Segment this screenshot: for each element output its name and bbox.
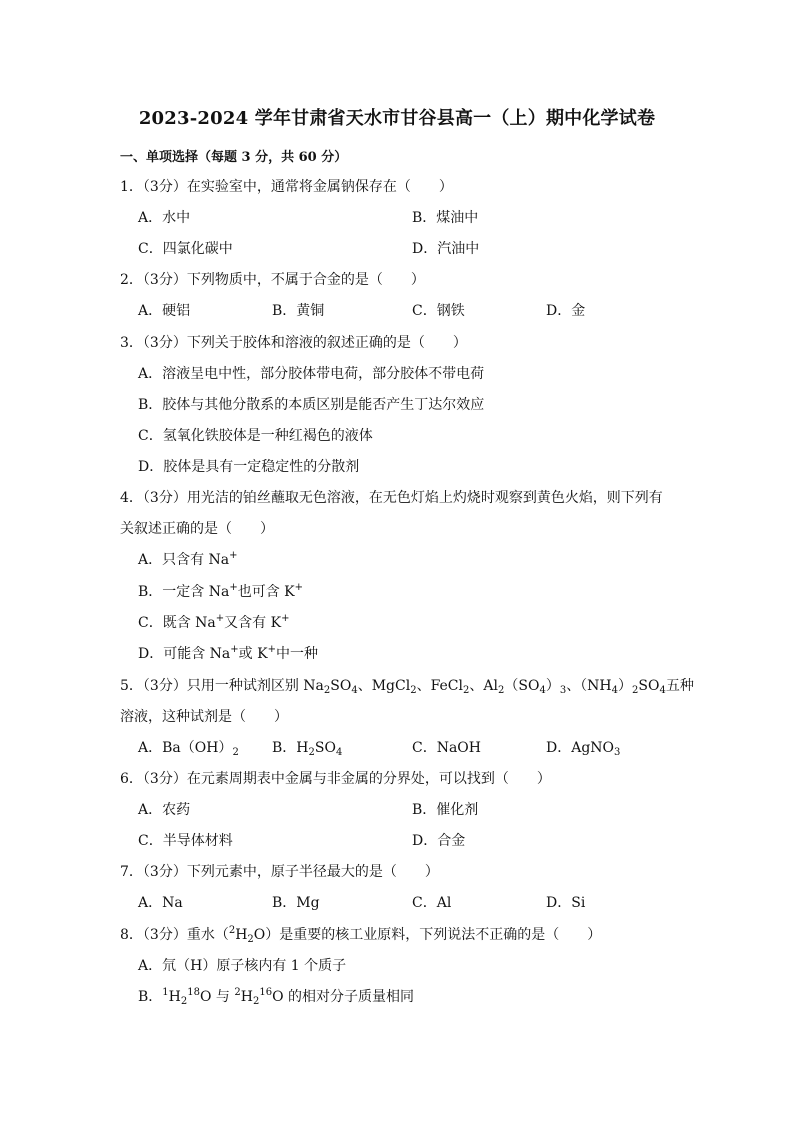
question-7-option-d[interactable]: D．Si xyxy=(546,895,586,911)
question-7-option-b[interactable]: B．Mg xyxy=(272,895,320,911)
question-7-option-a[interactable]: A．Na xyxy=(138,895,183,911)
question-2-option-a[interactable]: A．硬铝 xyxy=(138,303,191,319)
question-3-option-d[interactable]: D．胶体是具有一定稳定性的分散剂 xyxy=(138,459,360,475)
question-2-option-c[interactable]: C．钢铁 xyxy=(412,303,465,319)
question-7-option-c[interactable]: C．Al xyxy=(412,895,452,911)
question-8-stem: 8．（3分）重水$(^2H_2O)$是重要的核工业原料，下列说法不正确的是（ ） xyxy=(120,925,602,945)
question-1-option-d[interactable]: D．汽油中 xyxy=(412,241,480,257)
question-5-option-a[interactable]: A．$Ba(OH)_2$ xyxy=(138,740,239,758)
question-8-option-b[interactable]: B．$^1H_2^{18}O$ 与 $^2H_2^{16}O$ 的相对分子质量相同 xyxy=(138,987,415,1007)
question-6-option-d[interactable]: D．合金 xyxy=(412,833,466,849)
question-5-option-b[interactable]: B．$H_2SO_4$ xyxy=(272,740,343,758)
question-5-option-d[interactable]: D．AgNO$_3$ xyxy=(546,740,621,758)
question-4-option-a[interactable]: A．只含有 Na+ xyxy=(138,550,238,568)
question-4-stem-line-2: 关叙述正确的是（ ） xyxy=(120,521,274,537)
question-3-option-b[interactable]: B．胶体与其他分散系的本质区别是能否产生丁达尔效应 xyxy=(138,397,485,413)
question-2-option-b[interactable]: B．黄铜 xyxy=(272,303,325,319)
question-1-option-b[interactable]: B．煤油中 xyxy=(412,210,479,226)
question-5-stem-line-1: 5．（3分）只用一种试剂区别 $Na_2SO_4$、MgCl$_2$、FeCl$_2$、$Al_2(SO_4)_3$、$(NH_4)_2SO_4$五种 xyxy=(120,678,694,696)
question-2-option-d[interactable]: D．金 xyxy=(546,303,586,319)
question-6-option-a[interactable]: A．农药 xyxy=(138,802,191,818)
question-7-stem: 7．（3分）下列元素中，原子半径最大的是（ ） xyxy=(120,864,439,880)
question-5-stem-line-2: 溶液，这种试剂是（ ） xyxy=(120,709,288,725)
question-4-option-b[interactable]: B．一定含 Na+也可含 K+ xyxy=(138,582,304,600)
question-1-option-c[interactable]: C．四氯化碳中 xyxy=(138,241,233,257)
question-4-option-d[interactable]: D．可能含 Na+或 K+中一种 xyxy=(138,644,318,662)
question-4-stem-line-1: 4．（3分）用光洁的铂丝蘸取无色溶液，在无色灯焰上灼烧时观察到黄色火焰，则下列有 xyxy=(120,490,663,506)
question-6-option-c[interactable]: C．半导体材料 xyxy=(138,833,233,849)
question-6-option-b[interactable]: B．催化剂 xyxy=(412,802,479,818)
question-4-option-c[interactable]: C．既含 Na+又含有 K+ xyxy=(138,613,290,631)
question-6-stem: 6．（3分）在元素周期表中金属与非金属的分界处，可以找到（ ） xyxy=(120,771,551,787)
page-title: 2023-2024 学年甘肃省天水市甘谷县高一（上）期中化学试卷 xyxy=(138,108,656,129)
question-5-option-c[interactable]: C．NaOH xyxy=(412,740,481,756)
question-1-stem: 1．（3分）在实验室中，通常将金属钠保存在（ ） xyxy=(120,179,453,195)
question-3-option-c[interactable]: C．氢氧化铁胶体是一种红褐色的液体 xyxy=(138,428,373,444)
question-1-option-a[interactable]: A．水中 xyxy=(138,210,191,226)
question-2-stem: 2．（3分）下列物质中，不属于合金的是（ ） xyxy=(120,272,425,288)
question-8-option-a[interactable]: A．氘（H）原子核内有 1 个质子 xyxy=(138,958,347,974)
question-3-stem: 3．（3分）下列关于胶体和溶液的叙述正确的是（ ） xyxy=(120,335,467,351)
section-heading: 一、单项选择（每题 3 分，共 60 分） xyxy=(120,150,348,165)
question-3-option-a[interactable]: A．溶液呈电中性，部分胶体带电荷，部分胶体不带电荷 xyxy=(138,366,485,382)
